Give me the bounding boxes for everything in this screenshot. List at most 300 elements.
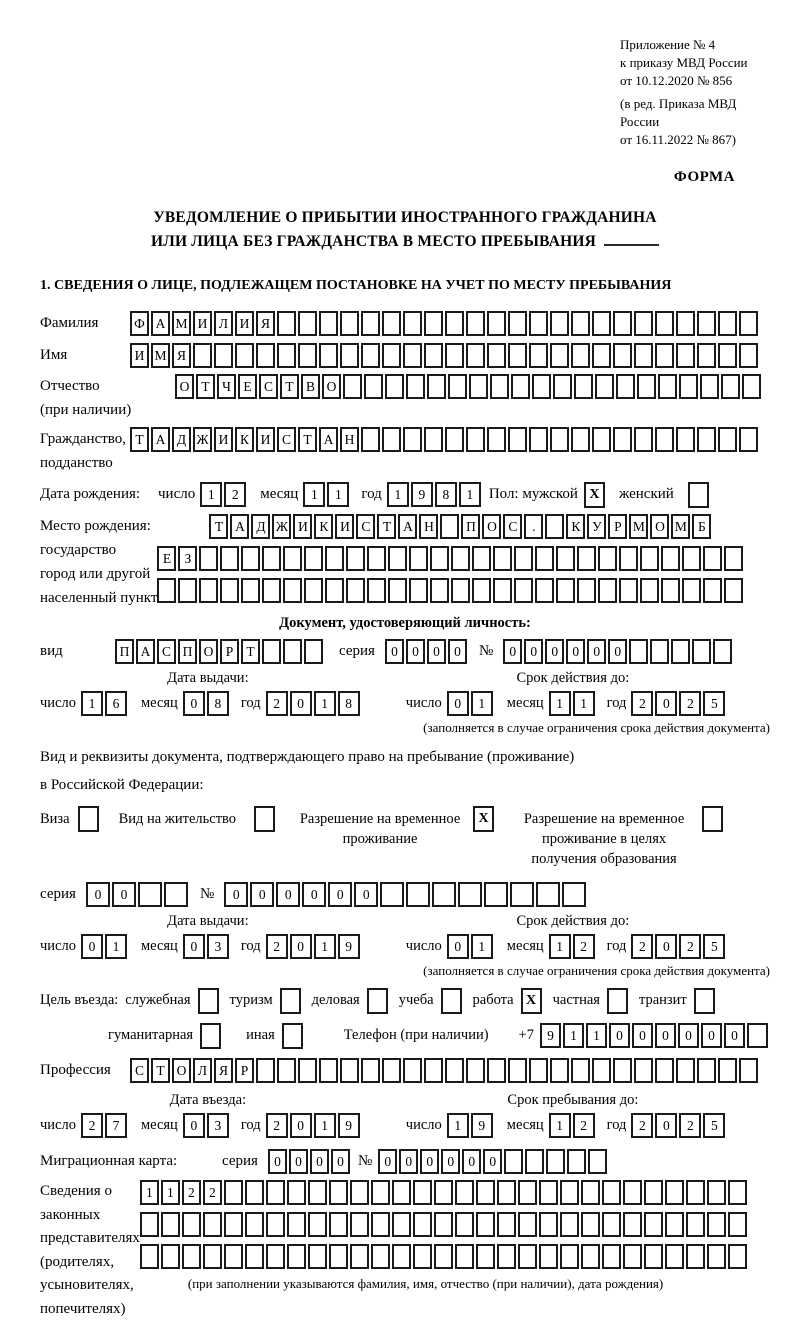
- char-cell: [466, 1058, 485, 1083]
- char-cell: [511, 374, 530, 399]
- char-cell: Д: [172, 427, 191, 452]
- char-cell: 8: [435, 482, 457, 507]
- purpose-study-label: учеба: [399, 992, 434, 1009]
- char-cell: [518, 1244, 537, 1269]
- purpose-other-checkbox: [282, 1023, 303, 1049]
- char-cell: [697, 1058, 716, 1083]
- staydoc-options: [40, 806, 770, 869]
- char-cell: Н: [340, 427, 359, 452]
- char-cell: [476, 1244, 495, 1269]
- char-cell: Т: [377, 514, 396, 539]
- char-cell: [504, 1149, 523, 1174]
- char-cell: [445, 311, 464, 336]
- char-cell: [602, 1180, 621, 1205]
- profession-cells: [130, 1058, 760, 1083]
- temporary-residence-education-option: [514, 806, 723, 869]
- entry-year: [266, 1113, 362, 1138]
- char-cell: Ч: [217, 374, 236, 399]
- char-cell: [574, 374, 593, 399]
- char-cell: [224, 1212, 243, 1237]
- char-cell: 1: [459, 482, 481, 507]
- char-cell: [560, 1244, 579, 1269]
- char-cell: А: [230, 514, 249, 539]
- char-cell: [634, 427, 653, 452]
- char-cell: 0: [183, 1113, 205, 1138]
- char-cell: [241, 578, 260, 603]
- char-cell: [277, 343, 296, 368]
- char-cell: [182, 1244, 201, 1269]
- char-cell: 9: [471, 1113, 493, 1138]
- char-cell: [728, 1244, 747, 1269]
- char-cell: [550, 427, 569, 452]
- ref-line: Приложение № 4: [620, 36, 770, 54]
- char-cell: [535, 546, 554, 571]
- residence-permit-option: [119, 806, 275, 832]
- char-cell: 1: [140, 1180, 159, 1205]
- char-cell: [380, 882, 404, 907]
- char-cell: [655, 343, 674, 368]
- char-cell: 1: [314, 1113, 336, 1138]
- month-label: месяц: [141, 691, 178, 716]
- char-cell: [718, 343, 737, 368]
- char-cell: [724, 578, 743, 603]
- char-cell: 0: [448, 639, 467, 664]
- char-cell: [346, 578, 365, 603]
- char-cell: [536, 882, 560, 907]
- char-cell: [665, 1212, 684, 1237]
- char-cell: [266, 1212, 285, 1237]
- year-label: год: [607, 1113, 627, 1138]
- char-cell: Т: [298, 427, 317, 452]
- char-cell: [490, 374, 509, 399]
- char-cell: [262, 578, 281, 603]
- migcard-series-cells: [268, 1149, 352, 1174]
- char-cell: [640, 546, 659, 571]
- char-cell: 1: [563, 1023, 584, 1048]
- char-cell: [529, 311, 548, 336]
- char-cell: [487, 1058, 506, 1083]
- char-cell: 0: [310, 1149, 329, 1174]
- char-cell: [644, 1244, 663, 1269]
- char-cell: П: [178, 639, 197, 664]
- char-cell: 1: [573, 691, 595, 716]
- char-cell: [388, 546, 407, 571]
- char-cell: [455, 1212, 474, 1237]
- char-cell: [455, 1180, 474, 1205]
- number-label: №: [479, 643, 493, 660]
- char-cell: [413, 1244, 432, 1269]
- purpose-tourism: [230, 988, 301, 1014]
- char-cell: [266, 1180, 285, 1205]
- char-cell: П: [115, 639, 134, 664]
- char-cell: 7: [105, 1113, 127, 1138]
- char-cell: [262, 546, 281, 571]
- representatives-label: [40, 1180, 140, 1321]
- char-cell: [432, 882, 456, 907]
- stay-until-row: [376, 1113, 770, 1138]
- char-cell: [424, 427, 443, 452]
- char-cell: Б: [692, 514, 711, 539]
- char-cell: [581, 1212, 600, 1237]
- char-cell: 1: [471, 691, 493, 716]
- char-cell: О: [650, 514, 669, 539]
- char-cell: [562, 882, 586, 907]
- iddoc-issue-year: [266, 691, 362, 716]
- char-cell: [343, 374, 362, 399]
- char-cell: [319, 343, 338, 368]
- char-cell: [665, 1244, 684, 1269]
- char-cell: [598, 546, 617, 571]
- purpose-other: [246, 1023, 303, 1049]
- iddoc-valid-row: [376, 691, 770, 716]
- char-cell: .: [524, 514, 543, 539]
- char-cell: [545, 514, 564, 539]
- char-cell: С: [259, 374, 278, 399]
- char-cell: [571, 311, 590, 336]
- char-cell: [700, 374, 719, 399]
- char-cell: [350, 1180, 369, 1205]
- char-cell: К: [566, 514, 585, 539]
- form-title-line1: УВЕДОМЛЕНИЕ О ПРИБЫТИИ ИНОСТРАННОГО ГРАЖДАНИНА: [40, 206, 770, 230]
- citizenship-label-line2: подданство: [40, 451, 130, 475]
- reps-label-line5: усыновителях,: [40, 1274, 140, 1298]
- char-cell: 0: [183, 934, 205, 959]
- char-cell: [484, 882, 508, 907]
- char-cell: 0: [331, 1149, 350, 1174]
- year-label: год: [607, 934, 627, 959]
- char-cell: [560, 1212, 579, 1237]
- char-cell: [287, 1212, 306, 1237]
- char-cell: 0: [276, 882, 300, 907]
- char-cell: [697, 343, 716, 368]
- ref-line: от 10.12.2020 № 856: [620, 72, 770, 90]
- char-cell: [665, 1180, 684, 1205]
- char-cell: [553, 374, 572, 399]
- reps-row1-cells: [140, 1180, 749, 1205]
- char-cell: [329, 1212, 348, 1237]
- char-cell: [556, 546, 575, 571]
- char-cell: [539, 1212, 558, 1237]
- char-cell: 0: [290, 1113, 312, 1138]
- phone-prefix: +7: [519, 1027, 534, 1044]
- char-cell: [497, 1212, 516, 1237]
- char-cell: С: [503, 514, 522, 539]
- char-cell: [707, 1180, 726, 1205]
- char-cell: 0: [427, 639, 446, 664]
- char-cell: [682, 546, 701, 571]
- char-cell: [560, 1180, 579, 1205]
- iddoc-issue-month: [183, 691, 231, 716]
- iddoc-type-label: вид: [40, 643, 115, 660]
- char-cell: [371, 1212, 390, 1237]
- char-cell: [340, 343, 359, 368]
- birth-year-cells: [387, 482, 483, 507]
- char-cell: 0: [609, 1023, 630, 1048]
- char-cell: [406, 374, 425, 399]
- iddoc-dates: [40, 670, 770, 716]
- char-cell: [634, 343, 653, 368]
- char-cell: 0: [289, 1149, 308, 1174]
- char-cell: Е: [238, 374, 257, 399]
- char-cell: 2: [224, 482, 246, 507]
- visa-checkbox: [78, 806, 99, 832]
- char-cell: 2: [631, 691, 653, 716]
- char-cell: 0: [302, 882, 326, 907]
- char-cell: К: [314, 514, 333, 539]
- ref-line: от 16.11.2022 № 867): [620, 131, 770, 149]
- char-cell: И: [256, 427, 275, 452]
- char-cell: 1: [81, 691, 103, 716]
- char-cell: [430, 578, 449, 603]
- char-cell: [623, 1212, 642, 1237]
- purpose-row1: [40, 987, 770, 1014]
- iddoc-issue-day: [81, 691, 129, 716]
- char-cell: 0: [447, 691, 469, 716]
- char-cell: [298, 1058, 317, 1083]
- migration-card-row: [40, 1148, 770, 1175]
- iddoc-valid-year: [631, 691, 727, 716]
- staydoc-series-cells: [86, 882, 190, 907]
- char-cell: [707, 1244, 726, 1269]
- iddoc-type-cells: [115, 639, 325, 664]
- phone-cells: [540, 1023, 770, 1048]
- char-cell: 2: [266, 691, 288, 716]
- day-label: число: [406, 934, 442, 959]
- char-cell: [713, 639, 732, 664]
- entry-dates: [40, 1092, 770, 1138]
- char-cell: О: [199, 639, 218, 664]
- char-cell: [595, 374, 614, 399]
- char-cell: [182, 1212, 201, 1237]
- char-cell: 1: [314, 691, 336, 716]
- char-cell: 2: [573, 934, 595, 959]
- birthplace-label-line1: Место рождения:: [40, 514, 157, 538]
- birthdate-label: Дата рождения:: [40, 486, 152, 503]
- char-cell: [340, 1058, 359, 1083]
- char-cell: 3: [207, 934, 229, 959]
- citizenship-label: [40, 427, 130, 475]
- char-cell: [739, 311, 758, 336]
- char-cell: [413, 1212, 432, 1237]
- staydoc-dates: [40, 913, 770, 959]
- char-cell: [409, 546, 428, 571]
- char-cell: [532, 374, 551, 399]
- visa-label: Виза: [40, 806, 70, 829]
- char-cell: Р: [235, 1058, 254, 1083]
- char-cell: [514, 546, 533, 571]
- staydoc-valid-group: [376, 913, 770, 959]
- char-cell: [550, 311, 569, 336]
- char-cell: 0: [385, 639, 404, 664]
- char-cell: [493, 546, 512, 571]
- staydoc-intro-line2: в Российской Федерации:: [40, 772, 770, 798]
- char-cell: [658, 374, 677, 399]
- char-cell: 0: [354, 882, 378, 907]
- char-cell: [728, 1180, 747, 1205]
- char-cell: 0: [701, 1023, 722, 1048]
- char-cell: [592, 311, 611, 336]
- char-cell: 2: [182, 1180, 201, 1205]
- char-cell: [679, 374, 698, 399]
- representatives-block: [40, 1180, 770, 1321]
- char-cell: [476, 1180, 495, 1205]
- staydoc-issue-year: [266, 934, 362, 959]
- purpose-work: [473, 988, 542, 1014]
- char-cell: [392, 1212, 411, 1237]
- char-cell: [598, 578, 617, 603]
- char-cell: И: [214, 427, 233, 452]
- char-cell: [508, 311, 527, 336]
- char-cell: Л: [214, 311, 233, 336]
- residence-permit-checkbox: [254, 806, 275, 832]
- char-cell: [325, 578, 344, 603]
- firstname-label: Имя: [40, 347, 130, 364]
- char-cell: Т: [280, 374, 299, 399]
- char-cell: 5: [703, 1113, 725, 1138]
- char-cell: [361, 343, 380, 368]
- char-cell: О: [175, 374, 194, 399]
- char-cell: [245, 1244, 264, 1269]
- char-cell: [613, 427, 632, 452]
- reps-row1: [140, 1180, 749, 1205]
- staydoc-valid-month: [549, 934, 597, 959]
- char-cell: [466, 343, 485, 368]
- char-cell: [739, 427, 758, 452]
- char-cell: [178, 578, 197, 603]
- patronymic-label-line1: Отчество: [40, 374, 175, 398]
- char-cell: [138, 882, 162, 907]
- char-cell: [634, 311, 653, 336]
- char-cell: 0: [290, 691, 312, 716]
- char-cell: [266, 1244, 285, 1269]
- char-cell: З: [178, 546, 197, 571]
- char-cell: [619, 546, 638, 571]
- char-cell: [671, 639, 690, 664]
- char-cell: С: [130, 1058, 149, 1083]
- month-label: месяц: [507, 1113, 544, 1138]
- month-label: месяц: [141, 1113, 178, 1138]
- char-cell: [550, 1058, 569, 1083]
- char-cell: 9: [338, 934, 360, 959]
- char-cell: [199, 546, 218, 571]
- char-cell: 8: [338, 691, 360, 716]
- char-cell: [424, 343, 443, 368]
- char-cell: Д: [251, 514, 270, 539]
- char-cell: 0: [724, 1023, 745, 1048]
- char-cell: [445, 1058, 464, 1083]
- month-label: месяц: [507, 934, 544, 959]
- char-cell: [676, 1058, 695, 1083]
- purpose-transit-checkbox: [694, 988, 715, 1014]
- birthplace-label-line3: город или другой: [40, 562, 157, 586]
- purpose-study: [399, 988, 462, 1014]
- year-label: год: [241, 934, 261, 959]
- char-cell: Ж: [193, 427, 212, 452]
- char-cell: [577, 578, 596, 603]
- char-cell: [655, 311, 674, 336]
- char-cell: [634, 1058, 653, 1083]
- iddoc-valid-month: [549, 691, 597, 716]
- char-cell: [686, 1212, 705, 1237]
- char-cell: [613, 311, 632, 336]
- char-cell: Р: [608, 514, 627, 539]
- char-cell: [382, 311, 401, 336]
- char-cell: [350, 1244, 369, 1269]
- char-cell: Р: [220, 639, 239, 664]
- staydoc-valid-year: [631, 934, 727, 959]
- char-cell: [298, 343, 317, 368]
- char-cell: 2: [631, 934, 653, 959]
- form-title-line2-text: ИЛИ ЛИЦА БЕЗ ГРАЖДАНСТВА В МЕСТО ПРЕБЫВАНИЯ: [151, 233, 596, 250]
- iddoc-type-row: [40, 638, 770, 665]
- char-cell: А: [136, 639, 155, 664]
- sex-female-label: женский: [619, 486, 674, 503]
- char-cell: Т: [196, 374, 215, 399]
- char-cell: А: [151, 311, 170, 336]
- char-cell: 0: [655, 1023, 676, 1048]
- char-cell: [413, 1180, 432, 1205]
- issue-heading: Дата выдачи:: [40, 670, 376, 687]
- series-label: серия: [222, 1153, 258, 1170]
- char-cell: 0: [655, 691, 677, 716]
- char-cell: [308, 1244, 327, 1269]
- char-cell: 0: [86, 882, 110, 907]
- char-cell: Я: [256, 311, 275, 336]
- staydoc-issue-day: [81, 934, 129, 959]
- char-cell: [550, 343, 569, 368]
- char-cell: [661, 546, 680, 571]
- birth-month-cells: [303, 482, 351, 507]
- char-cell: [581, 1244, 600, 1269]
- char-cell: 0: [420, 1149, 439, 1174]
- char-cell: 0: [608, 639, 627, 664]
- char-cell: 1: [549, 934, 571, 959]
- char-cell: [728, 1212, 747, 1237]
- reps-row2: [140, 1212, 749, 1237]
- birthplace-label-line4: населенный пункт: [40, 586, 157, 610]
- char-cell: [644, 1212, 663, 1237]
- char-cell: 2: [81, 1113, 103, 1138]
- staydoc-valid-day: [447, 934, 495, 959]
- char-cell: И: [335, 514, 354, 539]
- reps-label-line6: попечителях): [40, 1298, 140, 1321]
- purpose-humanitarian: [108, 1023, 221, 1049]
- char-cell: [724, 546, 743, 571]
- char-cell: 1: [105, 934, 127, 959]
- char-cell: [220, 578, 239, 603]
- ref-line: к приказу МВД России: [620, 54, 770, 72]
- char-cell: Я: [214, 1058, 233, 1083]
- section1-heading: 1. СВЕДЕНИЯ О ЛИЦЕ, ПОДЛЕЖАЩЕМ ПОСТАНОВКЕ НА УЧЕТ ПО МЕСТУ ПРЕБЫВАНИЯ: [40, 278, 770, 294]
- char-cell: [518, 1212, 537, 1237]
- char-cell: [371, 1180, 390, 1205]
- char-cell: [385, 374, 404, 399]
- char-cell: [304, 546, 323, 571]
- birthplace-block: [40, 514, 770, 610]
- char-cell: 2: [679, 1113, 701, 1138]
- header-reference-block: [620, 36, 770, 149]
- char-cell: [458, 882, 482, 907]
- char-cell: [424, 1058, 443, 1083]
- phone-label: Телефон (при наличии): [344, 1027, 489, 1044]
- surname-label: Фамилия: [40, 315, 130, 332]
- char-cell: 1: [161, 1180, 180, 1205]
- char-cell: [256, 1058, 275, 1083]
- birthplace-label-line2: государство: [40, 538, 157, 562]
- citizenship-cells: [130, 427, 760, 452]
- char-cell: [539, 1244, 558, 1269]
- birthdate-row: [40, 481, 770, 508]
